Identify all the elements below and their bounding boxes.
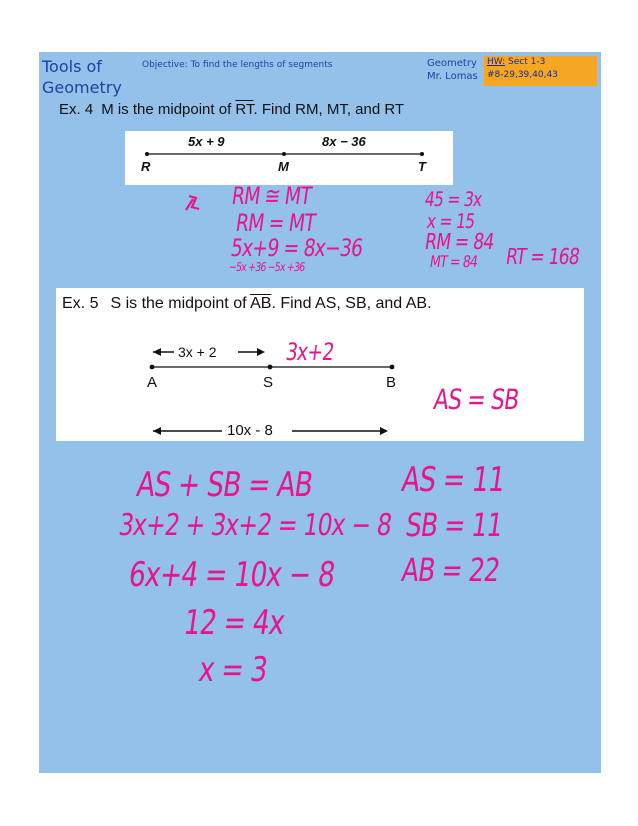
ex5-text-before: S is the midpoint of: [110, 295, 251, 312]
objective-text: Objective: To find the lengths of segments: [142, 60, 333, 70]
ex4-hand-line4: −5x +36 −5x +36: [228, 260, 306, 274]
ex4-scribble-mark: [186, 196, 199, 210]
ex5-hand-right2: SB = 11: [403, 506, 505, 544]
ex5-point-b: B: [386, 374, 397, 391]
ex4-hand-line3: 5x+9 = 8x−36: [229, 234, 365, 262]
ex5-as-arrow-right-head: [257, 348, 265, 356]
ex4-number: Ex. 4: [59, 101, 94, 118]
ex5-hand-line5: x = 3: [196, 650, 270, 690]
ex5-label-as: 3x + 2: [178, 344, 217, 360]
ex5-total-arrow-left-head: [153, 427, 161, 435]
ex4-hand-right1: 45 = 3x: [423, 187, 484, 211]
ex4-point-t: T: [418, 159, 426, 174]
ex4-text-after: . Find RM, MT, and RT: [253, 101, 405, 118]
hw-prefix: HW:: [487, 57, 506, 67]
ex4-hand-right4: MT = 84: [428, 252, 479, 271]
ex4-text-before: M is the midpoint of: [101, 101, 236, 118]
ex5-hand-line3: 6x+4 = 10x − 8: [126, 555, 338, 595]
ex5-hand-as-eq-sb: AS = SB: [431, 383, 521, 416]
ex4-point-r: R: [141, 159, 151, 174]
ex4-label-left: 5x + 9: [188, 134, 225, 149]
ex4-hand-right3: RM = 84: [423, 230, 496, 255]
ex4-hand-right5: RT = 168: [504, 245, 581, 270]
point-b-dot: [390, 365, 395, 370]
ex5-total-arrow-right-head: [380, 427, 388, 435]
ex5-segment: $\overline{AB}$: [250, 295, 272, 312]
ex5-hand-right1: AS = 11: [399, 460, 508, 500]
lesson-title-line1: Tools of: [42, 57, 102, 76]
point-s-dot: [268, 365, 273, 370]
ex5-hand-sb-label: 3x+2: [284, 338, 336, 366]
ex4-label-right: 8x − 36: [322, 134, 366, 149]
ex4-hand-line1: RM ≅ MT: [230, 182, 313, 210]
ex5-text-after: . Find AS, SB, and AB.: [271, 295, 432, 312]
point-a-dot: [150, 365, 155, 370]
ex4-point-m: M: [278, 159, 289, 174]
ex5-number: Ex. 5: [62, 295, 99, 312]
lesson-title-line2: Geometry: [42, 78, 122, 97]
teacher-name: Mr. Lomas: [427, 71, 478, 82]
ex5-as-arrow-left-head: [153, 348, 161, 356]
ex5-hand-right3: AB = 22: [399, 551, 502, 589]
ex5-card: [56, 288, 584, 441]
hw-section: Sect 1-3: [505, 57, 546, 67]
notes-page: [39, 52, 601, 773]
ex4-hand-line2: RM = MT: [234, 209, 317, 237]
ex5-point-s: S: [263, 374, 274, 391]
course-name: Geometry: [427, 58, 477, 69]
ex5-point-a: A: [147, 374, 158, 391]
ex5-hand-line1: AS + SB = AB: [134, 465, 315, 505]
ex5-hand-line4: 12 = 4x: [181, 603, 287, 643]
ex5-hand-line2: 3x+2 + 3x+2 = 10x − 8: [116, 508, 394, 543]
hw-problems: #8-29,39,40,43: [487, 70, 558, 80]
ex5-label-total: 10x - 8: [227, 422, 273, 439]
ex4-segment: $\overline{RT}$: [235, 101, 254, 118]
ex4-hand-right2: x = 15: [425, 209, 477, 233]
